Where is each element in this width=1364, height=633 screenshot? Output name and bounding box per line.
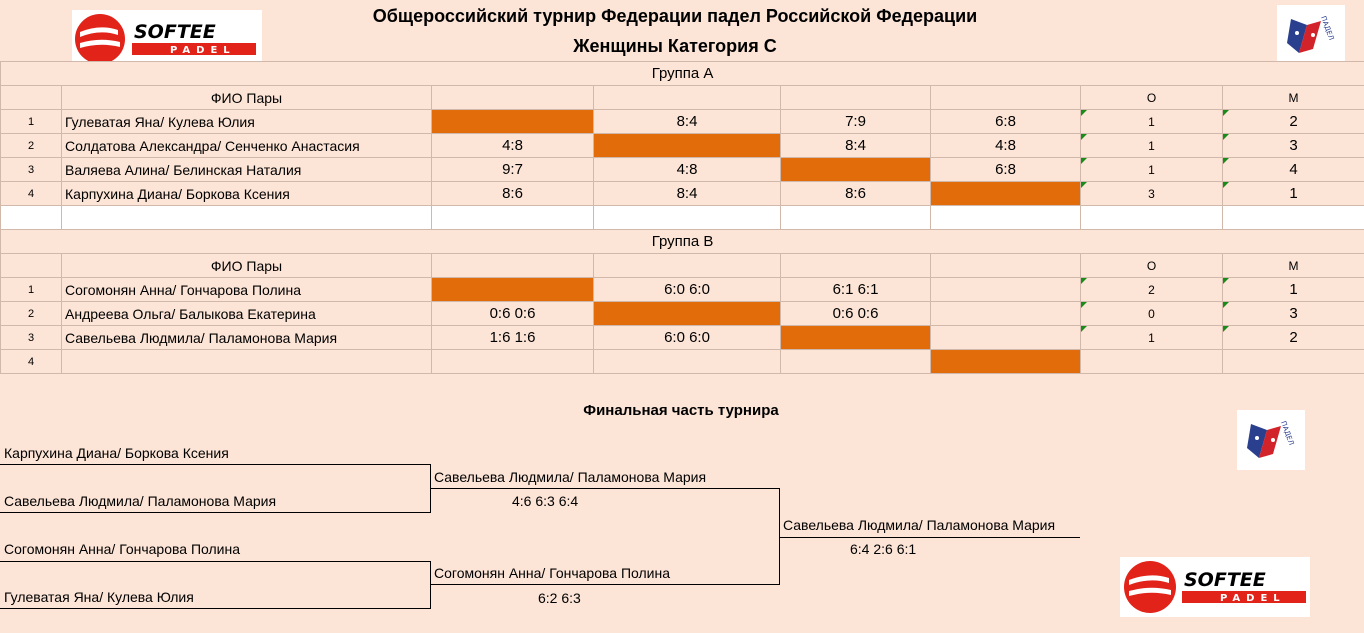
spacer-row <box>1 206 1364 230</box>
softee-logo-bottom <box>1120 557 1310 617</box>
table-row <box>1 110 1364 134</box>
points-cell: 0 <box>1081 302 1223 326</box>
svg-text:SOFTEE: SOFTEE <box>1184 569 1266 591</box>
bracket-line <box>779 488 780 584</box>
row-number: 3 <box>1 326 62 350</box>
svg-text:SOFTEE: SOFTEE <box>134 21 216 43</box>
bracket-line <box>0 608 431 609</box>
score-cell: 6:8 <box>931 110 1081 134</box>
diagonal-cell <box>594 302 781 326</box>
place-cell: 2 <box>1223 326 1364 350</box>
group-a-table <box>0 61 1364 230</box>
score-cell: 1:6 1:6 <box>432 326 594 350</box>
final-title: Финальная часть турнира <box>583 402 779 419</box>
row-number: 1 <box>1 110 62 134</box>
group-a-name-header: ФИО Пары <box>62 86 432 110</box>
group-b-table <box>0 229 1364 374</box>
page-title: Общероссийский турнир Федерации падел Российской Федерации <box>372 6 978 26</box>
svg-text:ПАДЕЛ: ПАДЕЛ <box>1319 14 1336 42</box>
bracket-final-score: 6:4 2:6 6:1 <box>850 541 917 557</box>
bracket-line <box>0 561 431 562</box>
bracket-r1-pair-2: Савельева Людмила/ Паламонова Мария <box>4 493 277 509</box>
table-row <box>1 158 1364 182</box>
place-cell: 3 <box>1223 302 1364 326</box>
bracket-r1-pair-1: Карпухина Диана/ Боркова Ксения <box>4 445 229 461</box>
score-cell: 8:4 <box>594 182 781 206</box>
row-number: 4 <box>1 350 62 374</box>
points-cell: 1 <box>1081 158 1223 182</box>
pair-name: Согомонян Анна/ Гончарова Полина <box>62 278 432 302</box>
bracket-line <box>431 488 780 489</box>
score-cell <box>781 350 931 374</box>
bracket-line <box>0 464 431 465</box>
pair-name: Карпухина Диана/ Боркова Ксения <box>62 182 432 206</box>
pair-name: Савельева Людмила/ Паламонова Мария <box>62 326 432 350</box>
pair-name: Андреева Ольга/ Балыкова Екатерина <box>62 302 432 326</box>
diagonal-cell <box>594 134 781 158</box>
pair-name: Солдатова Александра/ Сенченко Анастасия <box>62 134 432 158</box>
bracket-semi-1-winner: Савельева Людмила/ Паламонова Мария <box>434 469 707 485</box>
bracket-line <box>431 584 780 585</box>
place-cell: 2 <box>1223 110 1364 134</box>
diagonal-cell <box>781 158 931 182</box>
score-cell: 4:8 <box>931 134 1081 158</box>
row-number: 4 <box>1 182 62 206</box>
bracket-semi-2-score: 6:2 6:3 <box>538 590 581 606</box>
table-row <box>1 182 1364 206</box>
pair-name: Гулеватая Яна/ Кулева Юлия <box>62 110 432 134</box>
place-cell <box>1223 350 1364 374</box>
row-number: 3 <box>1 158 62 182</box>
svg-text:ПАДЕЛ: ПАДЕЛ <box>1279 419 1296 447</box>
group-b-header-row <box>1 254 1364 278</box>
diagonal-cell <box>931 182 1081 206</box>
score-cell: 6:8 <box>931 158 1081 182</box>
score-cell: 4:8 <box>432 134 594 158</box>
table-row <box>1 278 1364 302</box>
group-a-header-row <box>1 86 1364 110</box>
group-b-m-header: М <box>1223 254 1364 278</box>
score-cell <box>931 302 1081 326</box>
pair-name: Валяева Алина/ Белинская Наталия <box>62 158 432 182</box>
score-cell: 0:6 0:6 <box>781 302 931 326</box>
row-number: 2 <box>1 302 62 326</box>
group-b-o-header: О <box>1081 254 1223 278</box>
table-row <box>1 326 1364 350</box>
score-cell <box>931 326 1081 350</box>
svg-text:PADEL: PADEL <box>1220 593 1286 604</box>
place-cell: 3 <box>1223 134 1364 158</box>
points-cell: 1 <box>1081 326 1223 350</box>
score-cell <box>594 350 781 374</box>
row-number: 2 <box>1 134 62 158</box>
bracket-champion: Савельева Людмила/ Паламонова Мария <box>783 517 1056 533</box>
score-cell <box>931 278 1081 302</box>
table-row <box>1 134 1364 158</box>
diagonal-cell <box>781 326 931 350</box>
points-cell: 3 <box>1081 182 1223 206</box>
bracket-r1-pair-4: Гулеватая Яна/ Кулева Юлия <box>4 589 194 605</box>
diagonal-cell <box>432 278 594 302</box>
federation-logo-final <box>1237 410 1305 470</box>
score-cell: 8:6 <box>781 182 931 206</box>
points-cell: 1 <box>1081 110 1223 134</box>
diagonal-cell <box>432 110 594 134</box>
diagonal-cell <box>931 350 1081 374</box>
score-cell: 6:1 6:1 <box>781 278 931 302</box>
score-cell: 6:0 6:0 <box>594 326 781 350</box>
group-a-title: Группа А <box>1 62 1364 86</box>
points-cell: 2 <box>1081 278 1223 302</box>
bracket-line <box>0 512 431 513</box>
score-cell: 8:6 <box>432 182 594 206</box>
pair-name <box>62 350 432 374</box>
bracket-line <box>780 537 1080 538</box>
score-cell: 8:4 <box>594 110 781 134</box>
bracket-semi-1-score: 4:6 6:3 6:4 <box>512 493 579 509</box>
group-b-name-header: ФИО Пары <box>62 254 432 278</box>
place-cell: 4 <box>1223 158 1364 182</box>
score-cell <box>432 350 594 374</box>
points-cell: 1 <box>1081 134 1223 158</box>
score-cell: 4:8 <box>594 158 781 182</box>
row-number: 1 <box>1 278 62 302</box>
group-a-o-header: О <box>1081 86 1223 110</box>
score-cell: 6:0 6:0 <box>594 278 781 302</box>
group-b-title: Группа В <box>1 230 1364 254</box>
score-cell: 7:9 <box>781 110 931 134</box>
bracket-r1-pair-3: Согомонян Анна/ Гончарова Полина <box>4 541 241 557</box>
score-cell: 0:6 0:6 <box>432 302 594 326</box>
svg-text:PADEL: PADEL <box>170 45 236 56</box>
page-subtitle: Женщины Категория С <box>573 36 777 56</box>
table-row <box>1 350 1364 374</box>
bracket-semi-2-winner: Согомонян Анна/ Гончарова Полина <box>434 565 671 581</box>
score-cell: 9:7 <box>432 158 594 182</box>
score-cell: 8:4 <box>781 134 931 158</box>
group-a-m-header: М <box>1223 86 1364 110</box>
table-row <box>1 302 1364 326</box>
place-cell: 1 <box>1223 278 1364 302</box>
place-cell: 1 <box>1223 182 1364 206</box>
points-cell <box>1081 350 1223 374</box>
